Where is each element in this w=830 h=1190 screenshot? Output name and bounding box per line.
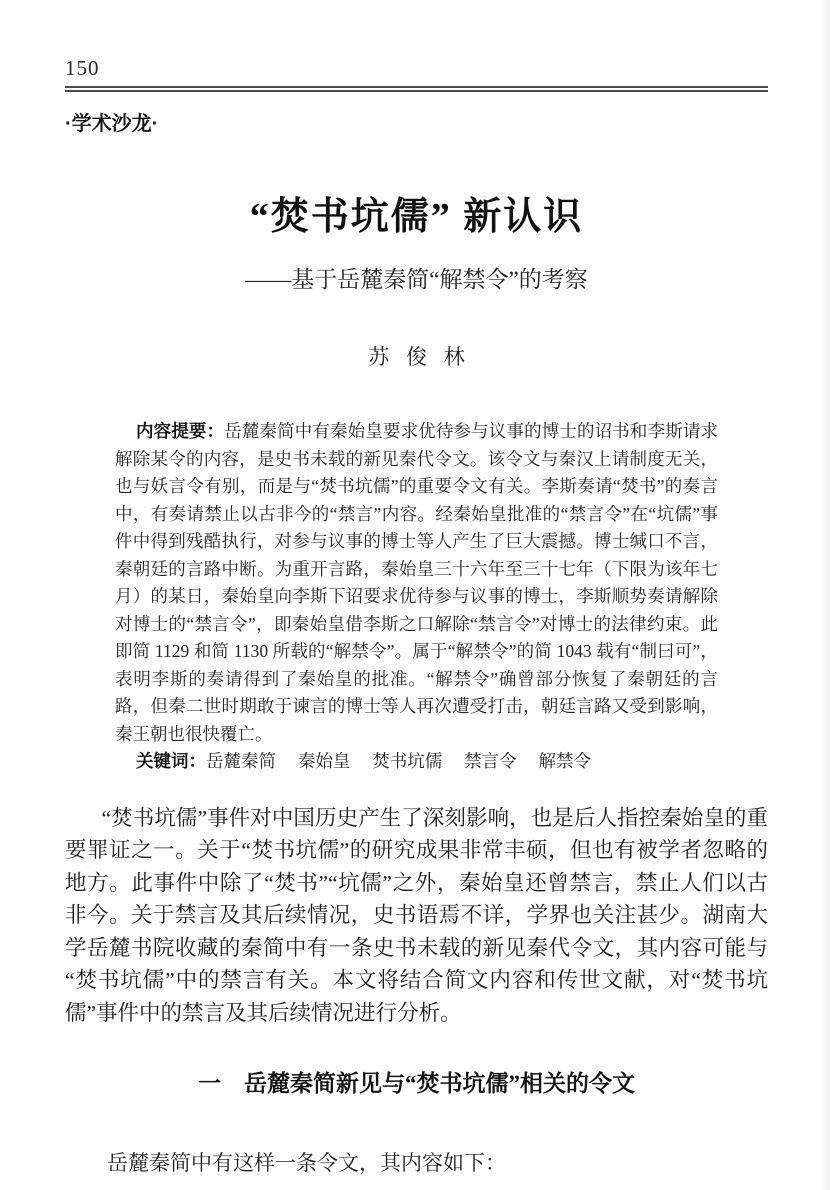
keyword: 禁言令: [464, 751, 517, 771]
keyword: 岳麓秦简: [206, 751, 276, 771]
keyword: 解禁令: [538, 751, 591, 771]
page-number: 150: [65, 56, 100, 80]
article-subtitle: ——基于岳麓秦简“解禁令”的考察: [245, 267, 588, 292]
header-double-rule: [65, 86, 768, 92]
keywords-list: [206, 751, 591, 771]
column-label: ·学术沙龙·: [65, 113, 159, 135]
abstract-text: 岳麓秦简中有秦始皇要求优待参与议事的博士的诏书和李斯请求解除某令的内容，是史书未载的新见秦代令文。该令文与秦汉上请制度无关，也与妖言令有别，而是与“焚书坑儒”的重要令文有关。李斯奏请“焚书”的奏言中，有奏请禁止以古非今的“禁言”内容。经秦始皇批准的“禁言令”在“坑儒”事件中得到残酷执行，对参与议事的博士等人产生了巨大震撼。博士缄口不言，秦朝廷的言路中断。为重开言路，秦始皇三十六年至三十七年（下限为该年七月）的某日，秦始皇向李斯下诏要求优待参与议事的博士，李斯顺势奏请解除对博士的“禁言令”，即秦始皇借李斯之口解除“禁言令”对博士的法律约束。此即简 1129 和简 1130 所载的“解禁令”。属于“解禁令”的简 1043 载有“制曰可”，表明李斯的奏请得到了秦始皇的批准。“解禁令”确曾部分恢复了秦朝廷的言路，但秦二世时期敢于谏言的博士等人再次遭受打击，朝廷言路又受到影响，秦王朝也很快覆亡。: [115, 421, 718, 744]
section-1-lead: 岳麓秦简中有这样一条令文，其内容如下：: [107, 1150, 506, 1175]
keywords-line: [115, 748, 718, 776]
abstract-paragraph: [115, 418, 718, 748]
section-1-heading: 一 岳麓秦简新见与“焚书坑儒”相关的令文: [198, 1070, 635, 1096]
author-name: 苏俊林: [368, 345, 482, 369]
keyword: 秦始皇: [297, 751, 351, 771]
scan-edge-artifact: [820, 0, 830, 1190]
keyword: 焚书坑儒: [372, 751, 443, 771]
abstract-label: 内容提要：: [136, 421, 225, 441]
abstract-block: [115, 418, 718, 776]
intro-paragraph: “焚书坑儒”事件对中国历史产生了深刻影响，也是后人指控秦始皇的重要罪证之一。关于“焚书坑儒”的研究成果非常丰硕，但也有被学者忽略的地方。此事件中除了“焚书”“坑儒”之外，秦始皇还曾禁言，禁止人们以古非今。关于禁言及其后续情况，史书语焉不详，学界也关注甚少。湖南大学岳麓书院收藏的秦简中有一条史书未载的新见秦代令文，其内容可能与“焚书坑儒”中的禁言有关。本文将结合简文内容和传世文献，对“焚书坑儒”事件中的禁言及其后续情况进行分析。: [65, 805, 768, 1026]
keywords-label: 关键词：: [136, 751, 206, 771]
article-title: “焚书坑儒” 新认识: [249, 196, 584, 238]
